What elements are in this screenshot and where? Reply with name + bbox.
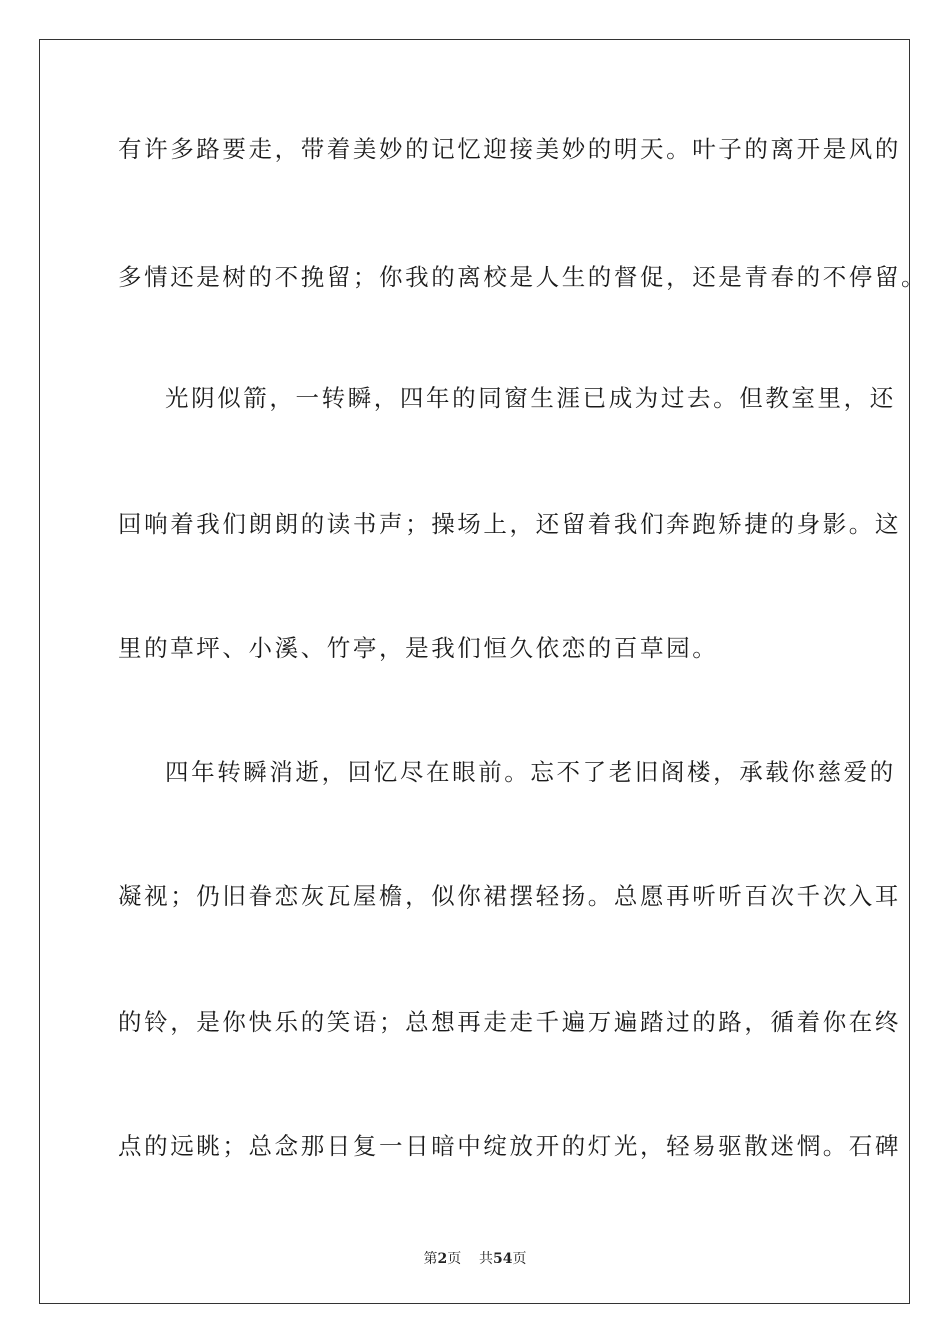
text-line: 点的远眺；总念那日复一日暗中绽放开的灯光，轻易驱散迷惘。石碑	[118, 1132, 901, 1160]
text-line: 里的草坪、小溪、竹亭，是我们恒久依恋的百草园。	[118, 634, 719, 662]
text-line: 多情还是树的不挽留；你我的离校是人生的督促，还是青春的不停留。	[118, 263, 928, 291]
footer-total-suffix: 页	[512, 1251, 527, 1267]
text-line: 的铃，是你快乐的笑语；总想再走走千遍万遍踏过的路，循着你在终	[118, 1008, 901, 1036]
text-line: 有许多路要走，带着美妙的记忆迎接美妙的明天。叶子的离开是风的	[118, 135, 901, 163]
text-line: 凝视；仍旧眷恋灰瓦屋檐，似你裙摆轻扬。总愿再听听百次千次入耳	[118, 882, 901, 910]
page-footer	[0, 1248, 950, 1268]
paragraph-start-line: 光阴似箭，一转瞬，四年的同窗生涯已成为过去。但教室里，还	[165, 384, 896, 412]
footer-page-number: 2	[437, 1251, 448, 1267]
text-line: 回响着我们朗朗的读书声；操场上，还留着我们奔跑矫捷的身影。这	[118, 510, 901, 538]
footer-total-pages: 54	[493, 1251, 513, 1267]
footer-total-prefix: 共	[479, 1251, 494, 1267]
footer-page-suffix: 页	[447, 1251, 462, 1267]
footer-page-prefix: 第	[423, 1251, 438, 1267]
paragraph-start-line: 四年转瞬消逝，回忆尽在眼前。忘不了老旧阁楼，承载你慈爱的	[165, 758, 896, 786]
page-border	[39, 39, 910, 1304]
